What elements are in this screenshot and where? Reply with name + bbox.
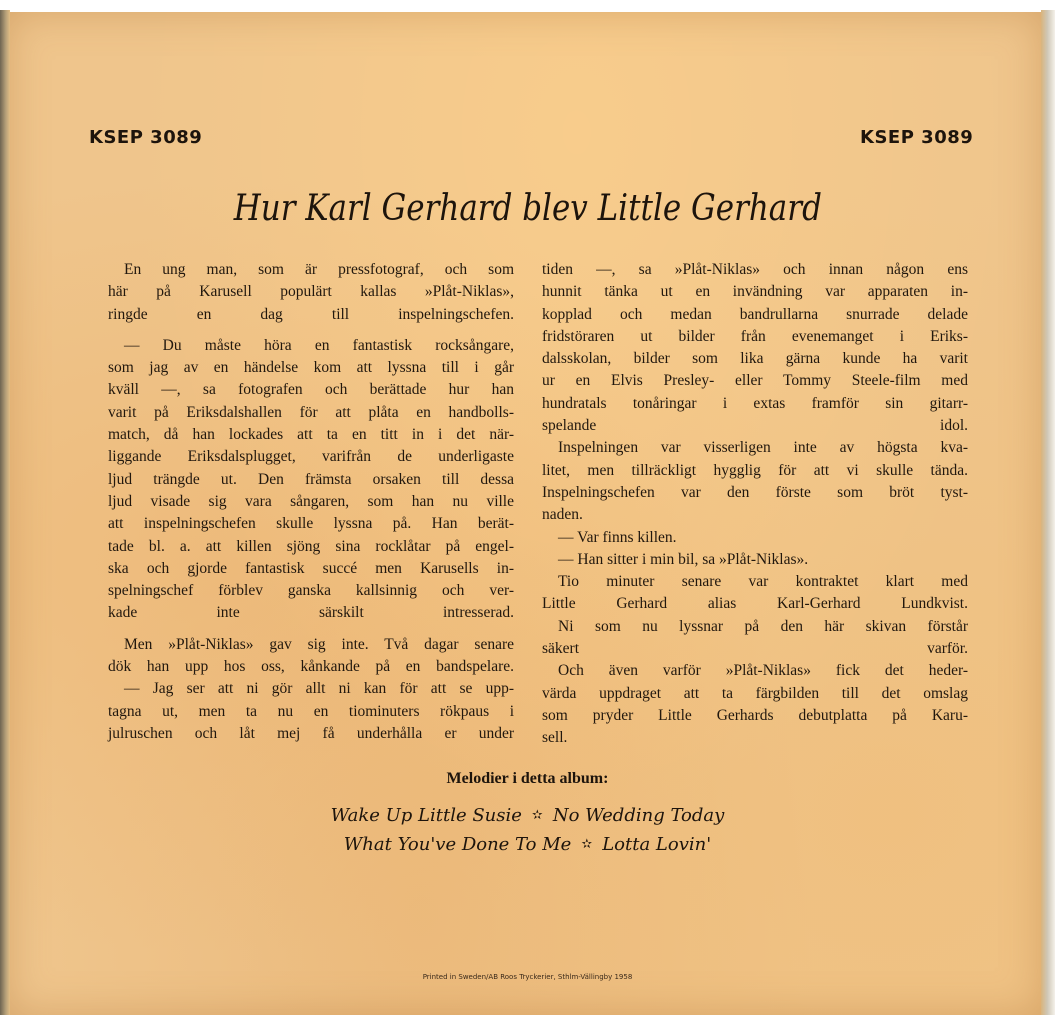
text-line: som pryder Little Gerhards debutplatta på Karu- (542, 706, 968, 724)
paragraph (542, 527, 968, 549)
catalog-number-right: KSEP 3089 (860, 127, 974, 148)
paragraph (108, 259, 514, 326)
text-line: ska och gjorde fantastisk succé men Karusells in- (108, 559, 514, 577)
text-line: tiden —, sa »Plåt-Niklas» och innan någon ens (542, 261, 968, 278)
paragraph (542, 660, 968, 749)
text-line: Inspelningschefen var den förste som bröt tyst- (542, 483, 968, 501)
text-line: här på Karusell populärt kallas »Plåt-Niklas», (108, 283, 514, 301)
track-title: What You've Done To Me (343, 834, 572, 855)
text-line: — Var finns killen. (558, 528, 677, 546)
text-line: kade inte särskilt intresserad. (108, 604, 514, 622)
paragraph (542, 259, 968, 437)
text-line: dalsskolan, bilder som lika gärna kunde ha varit (542, 350, 968, 368)
paragraph (542, 437, 968, 526)
liner-notes-left-column (108, 259, 514, 745)
printer-credit: Printed in Sweden/AB Roos Tryckerier, Sthlm-Vällingby 1958 (422, 973, 633, 981)
text-line: litet, men tillräckligt hygglig för att vi skulle tända. (542, 461, 968, 479)
text-line: fridstöraren ut bilder från evenemanget i Eriks- (542, 327, 968, 345)
text-line: liggande Eriksdalsplugget, varifrån de underligaste (108, 448, 514, 466)
paragraph (542, 616, 968, 661)
text-line: Och även varför »Plåt-Niklas» fick det heder- (558, 662, 968, 680)
text-line: Men »Plåt-Niklas» gav sig inte. Två dagar senare (124, 635, 514, 653)
text-line: naden. (542, 506, 583, 524)
text-line: ljud trängde ut. Den främsta orsaken till dessa (108, 470, 514, 488)
text-line: Inspelningen var visserligen inte av högsta kva- (558, 439, 968, 457)
track-list-row (0, 805, 1055, 826)
text-line: säkert varför. (542, 640, 968, 658)
text-line: dök han upp hos oss, kånkande på en bandspelare. (108, 658, 514, 676)
star-separator-icon: ✫ (581, 837, 593, 852)
track-title: Lotta Lovin' (602, 834, 712, 855)
text-line: värda uppdraget att ta färgbilden till det omslag (542, 684, 968, 702)
text-line: att inspelningschefen skulle lyssna på. Han berät- (108, 515, 514, 533)
star-separator-icon: ✫ (531, 808, 543, 823)
text-line: kväll —, sa fotografen och berättade hur han (108, 381, 514, 399)
text-line: En ung man, som är pressfotograf, och som (124, 261, 514, 278)
text-line: julruschen och låt mej få underhålla er under (108, 724, 514, 742)
cover-right-edge (1041, 10, 1055, 1015)
text-line: — Jag ser att ni gör allt ni kan för att se upp- (124, 680, 514, 698)
track-list-row (0, 834, 1055, 855)
paragraph (108, 634, 514, 679)
track-title: Wake Up Little Susie (330, 805, 522, 826)
text-line: kopplad och medan bandrullarna snurrade delade (542, 305, 968, 323)
text-line: tagna ut, men ta nu en tiominuters rökpaus i (108, 702, 514, 720)
text-line: hundratals tonåringar i extas framför sin gitarr- (542, 394, 968, 412)
text-line: spelningschef förblev ganska kallsinnig och ver- (108, 582, 514, 600)
liner-notes-title: Hur Karl Gerhard blev Little Gerhard (233, 188, 822, 229)
text-line: — Han sitter i min bil, sa »Plåt-Niklas». (558, 550, 809, 568)
paragraph (542, 571, 968, 616)
text-line: varit på Eriksdalshallen för att plåta en handbolls- (108, 403, 514, 421)
track-title: No Wedding Today (552, 805, 725, 826)
text-line: ringde en dag till inspelningschefen. (108, 305, 514, 323)
text-line: ljud visade sig vara sångaren, som han nu ville (108, 492, 514, 510)
text-line: Ni som nu lyssnar på den här skivan förstår (558, 617, 968, 635)
text-line: — Du måste höra en fantastisk rocksångare, (124, 336, 514, 354)
paragraph (108, 335, 514, 625)
cover-left-edge (0, 10, 10, 1015)
text-line: sell. (542, 729, 568, 747)
text-line: Tio minuter senare var kontraktet klart med (558, 573, 968, 591)
text-line: Little Gerhard alias Karl-Gerhard Lundkvist. (542, 595, 968, 613)
catalog-number-left: KSEP 3089 (89, 127, 203, 148)
text-line: tade bl. a. att killen sjöng sina rocklåtar på engel- (108, 537, 514, 555)
text-line: match, då han lockades att ta en titt in i det när- (108, 426, 514, 444)
text-line: spelande idol. (542, 417, 968, 435)
liner-notes-right-column (542, 259, 968, 750)
album-tracks-heading: Melodier i detta album: (446, 770, 609, 787)
text-line: som jag av en händelse kom att lyssna till i går (108, 359, 514, 377)
paragraph (108, 678, 514, 745)
text-line: ur en Elvis Presley- eller Tommy Steele-film med (542, 372, 968, 390)
paragraph (542, 549, 968, 571)
text-line: hunnit tänka ut en invändning var apparaten in- (542, 283, 968, 301)
